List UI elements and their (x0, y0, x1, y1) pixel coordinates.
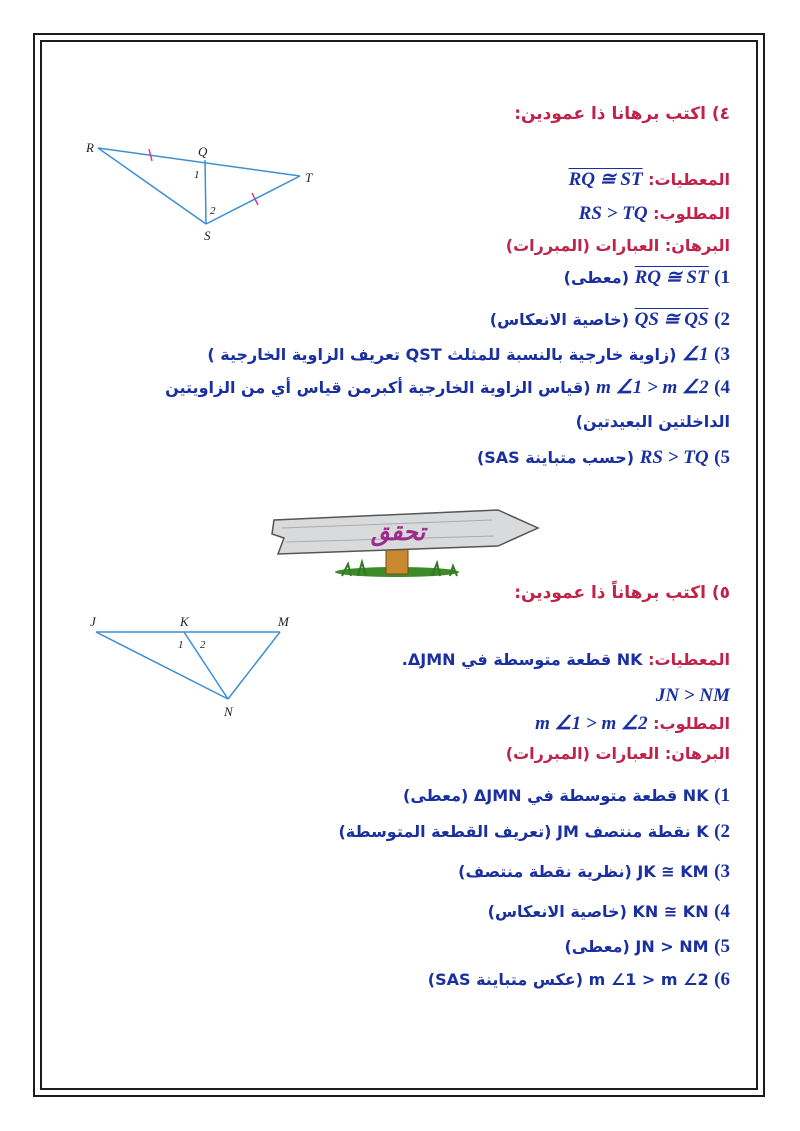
step-text: m ∠1 > m ∠2 (عكس متباينة SAS) (427, 970, 709, 989)
step-number: 6) (714, 969, 730, 990)
step-statement: QS ≅ QS (634, 309, 709, 330)
step-statement: RS > TQ (639, 447, 709, 468)
q5-step-6 (428, 970, 730, 990)
q5-triangle-figure (84, 612, 314, 722)
step-number: 5) (714, 936, 730, 957)
step-number: 4) (714, 901, 730, 922)
q5-prove-label: المطلوب: (653, 714, 730, 733)
q5-given-line-2 (656, 686, 730, 706)
q5-given-line (402, 650, 730, 670)
q5-given-text: NK قطعة متوسطة في ΔJMN. (401, 650, 643, 669)
q4-heading: ٤) اكتب برهانا ذا عمودين: (514, 104, 730, 124)
step-reason: (حسب متباينة SAS) (476, 448, 635, 467)
label-N: N (224, 704, 233, 719)
step-statement: RQ ≅ ST (634, 267, 709, 288)
q4-given-label: المعطيات: (648, 170, 730, 189)
q4-prove-label: المطلوب: (653, 204, 730, 223)
q5-step-5 (564, 937, 730, 957)
step-number: 4) (714, 377, 730, 398)
step-text: KN ≅ KN (خاصية الانعكاس) (487, 902, 709, 921)
step-statement: ∠1 (682, 344, 709, 365)
label-S: S (204, 228, 211, 243)
label-K: K (180, 614, 189, 629)
angle-1-label: 1 (178, 639, 184, 651)
step-text: JK ≅ KM (نظرية نقطة منتصف) (458, 862, 709, 881)
angle-2-label: 2 (200, 639, 206, 651)
step-number: 2) (714, 309, 730, 330)
q5-given-label: المعطيات: (648, 650, 730, 669)
step-reason: (خاصية الانعكاس) (489, 310, 630, 329)
step-text: NK قطعة متوسطة في ΔJMN (معطى) (403, 786, 709, 805)
step-number: 2) (714, 821, 730, 842)
q5-prove-math: m ∠1 > m ∠2 (535, 713, 648, 734)
q4-step-4-cont (576, 412, 730, 432)
step-statement: m ∠1 > m ∠2 (596, 377, 709, 398)
q4-proof-label: البرهان: العبارات (المبررات) (505, 236, 730, 255)
q4-given-math: RQ ≅ ST (568, 169, 643, 190)
step-number: 5) (714, 447, 730, 468)
q5-prove-line (535, 714, 730, 734)
check-sign-illustration (262, 498, 548, 580)
q5-step-4 (488, 902, 730, 922)
label-M: M (278, 614, 289, 629)
step-reason: (قياس الزاوية الخارجية أكبرمن قياس أي من الزاويتين (165, 378, 591, 397)
q5-given-math2: JN > NM (655, 685, 730, 706)
q5-heading: ٥) اكتب برهاناً ذا عمودين: (514, 583, 730, 603)
q4-step-4 (165, 378, 730, 398)
q5-step-1 (403, 786, 730, 806)
angle-2-label: 2 (210, 205, 216, 217)
q4-given-line (569, 170, 730, 190)
q4-step-5 (477, 448, 730, 468)
q5-step-3 (458, 862, 730, 882)
step-number: 1) (714, 267, 730, 288)
step-text: K نقطة منتصف JM (تعريف القطعة المتوسطة) (338, 822, 709, 841)
label-J: J (90, 614, 96, 629)
q4-step-1 (564, 268, 730, 288)
q5-proof-label: البرهان: العبارات (المبررات) (505, 744, 730, 763)
q4-prove-line (579, 204, 730, 224)
step-number: 3) (714, 344, 730, 365)
q4-prove-math: RS > TQ (578, 203, 648, 224)
step-number: 3) (714, 861, 730, 882)
angle-1-label: 1 (194, 169, 200, 181)
q4-triangle-figure (80, 138, 330, 248)
label-Q: Q (198, 144, 208, 159)
step-number: 1) (714, 785, 730, 806)
check-sign-label: تحقق (370, 520, 426, 546)
step-reason: الداخلتين البعيدتين) (575, 412, 730, 431)
step-text: JN > NM (معطى) (564, 937, 709, 956)
label-R: R (86, 140, 94, 155)
step-reason: (زاوية خارجية بالنسبة للمثلث QST تعريف الزاوية الخارجية ) (207, 345, 677, 364)
q4-step-2 (490, 310, 730, 330)
q4-step-3 (207, 345, 730, 365)
step-reason: (معطى) (563, 268, 630, 287)
q5-step-2 (338, 822, 730, 842)
label-T: T (305, 170, 313, 185)
